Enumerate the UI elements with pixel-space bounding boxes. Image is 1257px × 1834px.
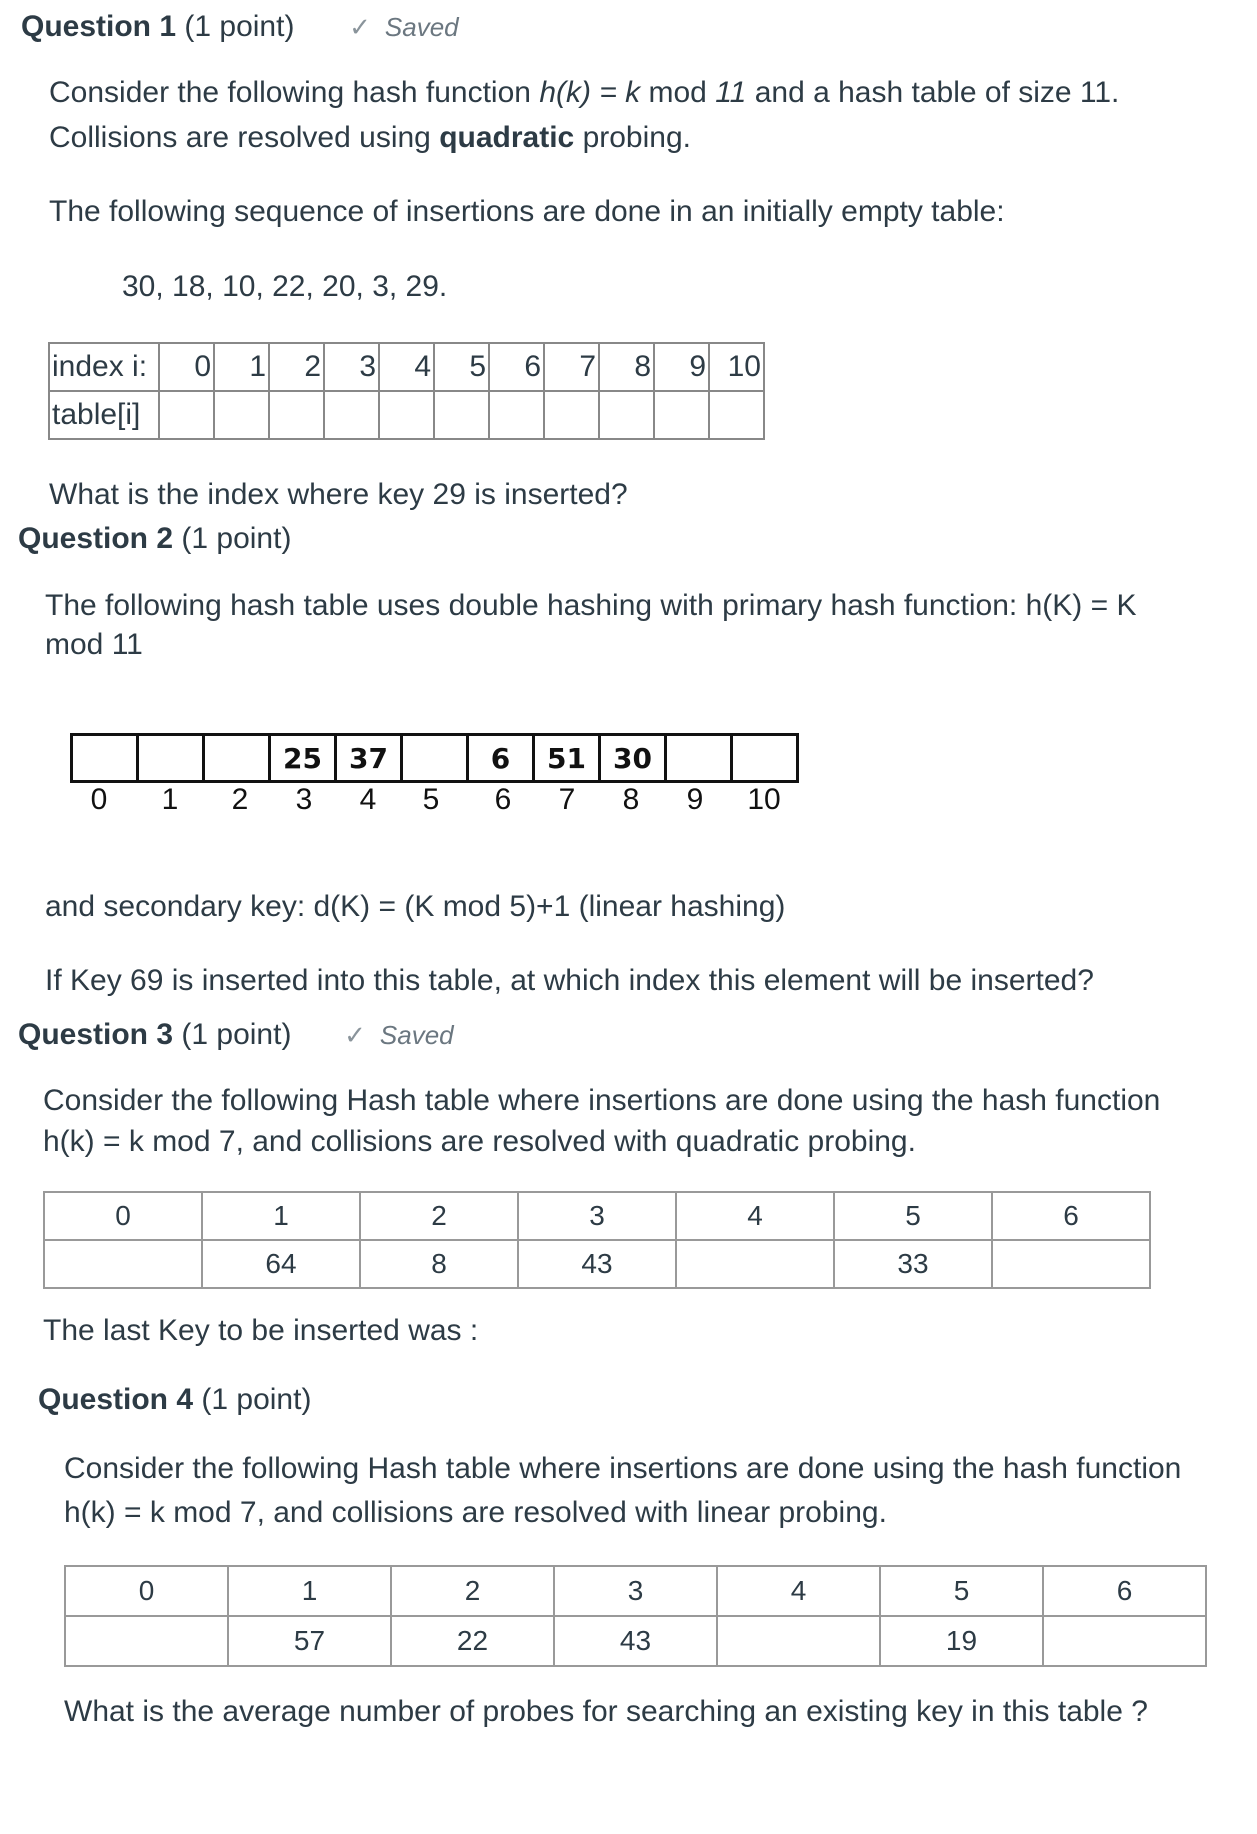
q4-value-cell: 57 bbox=[228, 1616, 391, 1666]
q3-value-row bbox=[44, 1240, 1150, 1288]
question-1-line-1 bbox=[49, 70, 1119, 115]
q2-cell: 25 bbox=[270, 735, 336, 782]
q3-index-cell: 0 bbox=[44, 1192, 202, 1240]
question-1-title: Question 1 bbox=[21, 10, 177, 43]
question-2-points: (1 point) bbox=[181, 522, 292, 555]
question-2-prompt: If Key 69 is inserted into this table, at which index this element will be inserted? bbox=[45, 964, 1094, 997]
index-cell: 1 bbox=[214, 343, 269, 391]
q3-index-cell: 5 bbox=[834, 1192, 992, 1240]
q4-index-cell: 6 bbox=[1043, 1566, 1206, 1616]
question-1-header bbox=[21, 10, 459, 44]
question-3-line-1: Consider the following Hash table where insertions are done using the hash function bbox=[43, 1084, 1161, 1117]
index-cell: 7 bbox=[544, 343, 599, 391]
q1-line1-pre: Consider the following hash function bbox=[49, 76, 540, 109]
question-2-title: Question 2 bbox=[18, 522, 174, 555]
q4-value-cell: 43 bbox=[554, 1616, 717, 1666]
index-cell: 3 bbox=[324, 343, 379, 391]
check-icon: ✓ bbox=[349, 12, 371, 42]
question-1-line-2 bbox=[49, 115, 691, 160]
q3-value-cell bbox=[44, 1240, 202, 1288]
q2-cell bbox=[138, 735, 204, 782]
q4-index-cell: 5 bbox=[880, 1566, 1043, 1616]
q1-mod-n: 11 bbox=[715, 76, 747, 109]
question-4-line-1: Consider the following Hash table where insertions are done using the hash function bbox=[64, 1452, 1182, 1485]
question-2-secondary: and secondary key: d(K) = (K mod 5)+1 (linear hashing) bbox=[45, 890, 786, 923]
q2-hash-table bbox=[70, 733, 799, 783]
question-4-title: Question 4 bbox=[38, 1383, 194, 1416]
saved-status: Saved bbox=[379, 1020, 454, 1050]
q4-index-cell: 0 bbox=[65, 1566, 228, 1616]
q3-value-cell: 43 bbox=[518, 1240, 676, 1288]
q4-value-cell: 22 bbox=[391, 1616, 554, 1666]
q1-line1-post: and a hash table of size 11. bbox=[746, 76, 1120, 109]
question-2-line-2: mod 11 bbox=[45, 628, 143, 661]
q2-table-row bbox=[72, 735, 798, 782]
q2-cell: 30 bbox=[600, 735, 666, 782]
table-cell bbox=[654, 391, 709, 439]
q2-index: 3 bbox=[295, 783, 313, 816]
question-3-line-2: h(k) = k mod 7, and collisions are resolved with quadratic probing. bbox=[43, 1125, 916, 1158]
q3-index-cell: 1 bbox=[202, 1192, 360, 1240]
q1-line2-post: probing. bbox=[574, 121, 691, 154]
index-cell: 2 bbox=[269, 343, 324, 391]
insertion-sequence: 30, 18, 10, 22, 20, 3, 29. bbox=[122, 270, 448, 303]
q2-index-labels bbox=[0, 783, 1257, 823]
q2-cell bbox=[72, 735, 138, 782]
question-1-prompt: What is the index where key 29 is inserted? bbox=[49, 478, 628, 511]
saved-status: Saved bbox=[384, 12, 459, 42]
table-cell bbox=[599, 391, 654, 439]
q1-hash-table bbox=[48, 342, 765, 440]
q2-cell: 6 bbox=[468, 735, 534, 782]
q2-index: 4 bbox=[359, 783, 377, 816]
q2-index: 9 bbox=[686, 783, 704, 816]
q2-cell bbox=[204, 735, 270, 782]
q4-value-cell bbox=[717, 1616, 880, 1666]
table-cell bbox=[214, 391, 269, 439]
q4-value-row bbox=[65, 1616, 1206, 1666]
index-cell: 10 bbox=[709, 343, 764, 391]
q3-value-cell bbox=[992, 1240, 1150, 1288]
q4-hash-table bbox=[64, 1565, 1207, 1667]
question-3-prompt: The last Key to be inserted was : bbox=[43, 1314, 479, 1347]
index-cell: 9 bbox=[654, 343, 709, 391]
q1-hash-function: h(k) = k bbox=[539, 76, 641, 109]
question-4-points: (1 point) bbox=[201, 1383, 312, 1416]
table-cell bbox=[489, 391, 544, 439]
index-cell: 0 bbox=[159, 343, 214, 391]
index-cell: 4 bbox=[379, 343, 434, 391]
q4-value-cell: 19 bbox=[880, 1616, 1043, 1666]
q4-index-cell: 1 bbox=[228, 1566, 391, 1616]
q3-header-row bbox=[44, 1192, 1150, 1240]
check-icon: ✓ bbox=[344, 1020, 366, 1050]
question-3-header bbox=[18, 1018, 454, 1052]
table-cell bbox=[709, 391, 764, 439]
q4-value-cell bbox=[65, 1616, 228, 1666]
table-cell bbox=[379, 391, 434, 439]
question-3-points: (1 point) bbox=[181, 1018, 292, 1051]
table-label: table[i] bbox=[49, 391, 159, 439]
q3-hash-table bbox=[43, 1191, 1151, 1289]
q1-mod: mod bbox=[640, 76, 716, 109]
q2-index: 7 bbox=[558, 783, 576, 816]
q1-table-row bbox=[49, 391, 764, 439]
question-2-header bbox=[18, 522, 291, 556]
question-1-line-3: The following sequence of insertions are done in an initially empty table: bbox=[49, 195, 1005, 228]
table-cell bbox=[434, 391, 489, 439]
q1-line2-pre: Collisions are resolved using bbox=[49, 121, 440, 154]
q3-value-cell: 8 bbox=[360, 1240, 518, 1288]
q2-index: 6 bbox=[494, 783, 512, 816]
q3-index-cell: 4 bbox=[676, 1192, 834, 1240]
table-cell bbox=[324, 391, 379, 439]
q4-index-cell: 4 bbox=[717, 1566, 880, 1616]
q3-index-cell: 2 bbox=[360, 1192, 518, 1240]
q2-cell bbox=[402, 735, 468, 782]
q4-header-row bbox=[65, 1566, 1206, 1616]
q2-index: 2 bbox=[231, 783, 249, 816]
question-4-line-2: h(k) = k mod 7, and collisions are resolved with linear probing. bbox=[64, 1496, 887, 1529]
q3-index-cell: 3 bbox=[518, 1192, 676, 1240]
question-3-title: Question 3 bbox=[18, 1018, 174, 1051]
q2-index: 8 bbox=[622, 783, 640, 816]
q3-value-cell: 33 bbox=[834, 1240, 992, 1288]
table-cell bbox=[159, 391, 214, 439]
index-cell: 8 bbox=[599, 343, 654, 391]
q4-index-cell: 3 bbox=[554, 1566, 717, 1616]
q2-cell bbox=[732, 735, 798, 782]
q3-index-cell: 6 bbox=[992, 1192, 1150, 1240]
q2-cell: 51 bbox=[534, 735, 600, 782]
q3-value-cell: 64 bbox=[202, 1240, 360, 1288]
q2-cell: 37 bbox=[336, 735, 402, 782]
index-cell: 6 bbox=[489, 343, 544, 391]
table-cell bbox=[269, 391, 324, 439]
q4-index-cell: 2 bbox=[391, 1566, 554, 1616]
q3-value-cell bbox=[676, 1240, 834, 1288]
q2-index: 1 bbox=[161, 783, 179, 816]
question-4-prompt: What is the average number of probes for searching an existing key in this table ? bbox=[64, 1695, 1148, 1728]
question-1-points: (1 point) bbox=[184, 10, 295, 43]
q1-probing-type: quadratic bbox=[439, 121, 575, 154]
q2-cell bbox=[666, 735, 732, 782]
q1-index-row bbox=[49, 343, 764, 391]
question-4-header bbox=[38, 1383, 311, 1417]
q4-value-cell bbox=[1043, 1616, 1206, 1666]
question-2-line-1: The following hash table uses double hashing with primary hash function: h(K) = K bbox=[45, 589, 1137, 622]
q2-index: 5 bbox=[422, 783, 440, 816]
index-cell: 5 bbox=[434, 343, 489, 391]
q2-index: 10 bbox=[747, 783, 781, 816]
table-cell bbox=[544, 391, 599, 439]
q2-index: 0 bbox=[90, 783, 108, 816]
index-label: index i: bbox=[49, 343, 159, 391]
